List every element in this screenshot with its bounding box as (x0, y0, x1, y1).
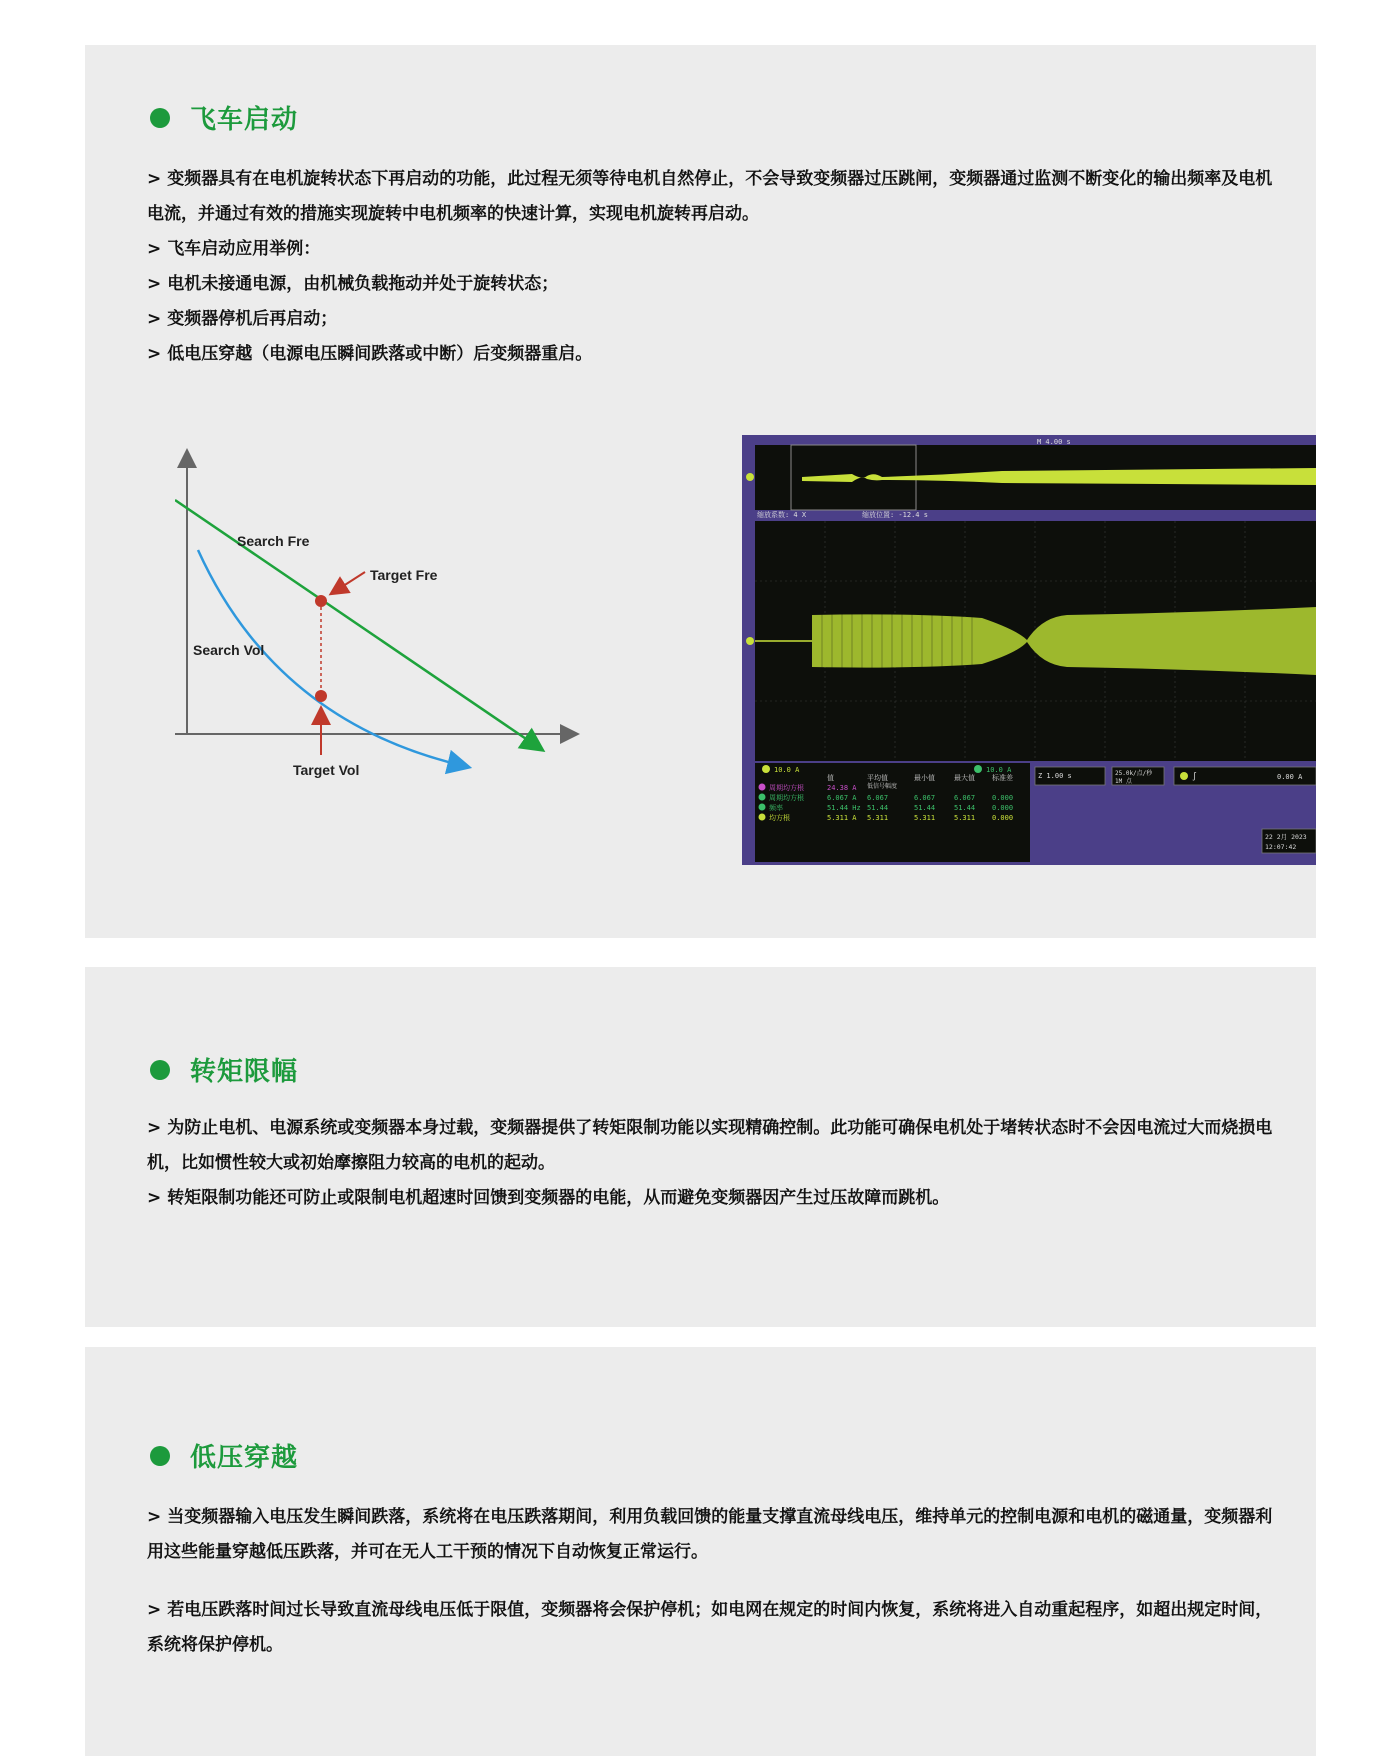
heading-text: 转矩限幅 (190, 1057, 299, 1087)
flying-start-diagram (175, 440, 655, 860)
svg-text:频率: 频率 (769, 804, 783, 812)
paragraph (147, 162, 1277, 232)
chevron-icon: > (147, 344, 162, 364)
svg-text:均方根: 均方根 (769, 814, 790, 822)
current-waveform (812, 607, 1316, 675)
chevron-icon: > (147, 1118, 162, 1138)
search-fre-label: Search Fre (237, 533, 310, 549)
zoom-position-label: 缩放位置: -12.4 s (862, 511, 928, 519)
section-torque-limit (85, 967, 1316, 1327)
paragraph (147, 337, 1277, 372)
trigger-level: 0.00 A (1277, 773, 1303, 781)
section-body (147, 162, 1277, 372)
paragraph-text: 电机未接通电源，由机械负载拖动并处于旋转状态； (167, 274, 559, 294)
timebase-value: Z 1.00 s (1038, 772, 1072, 780)
svg-text:51.44: 51.44 (867, 804, 889, 812)
target-vol-label: Target Vol (293, 762, 360, 778)
meas-header-sub: 低信号幅度 (867, 783, 898, 790)
chevron-icon: > (147, 309, 162, 329)
paragraph-text: 若电压跌落时间过长导致直流母线电压低于限值，变频器将会保护停机；如电网在规定的时间内恢复，系统将进入自动重起程序，如超出规定时间，系统将保护停机。 (147, 1600, 1273, 1655)
paragraph (147, 1181, 1277, 1216)
paragraph (147, 267, 1277, 302)
section-low-voltage-ride-through (85, 1347, 1316, 1756)
svg-text:0.000: 0.000 (992, 814, 1014, 822)
bullet-dot-icon (150, 108, 170, 128)
meas-header: 最小值 (914, 774, 935, 782)
meas-header: 平均值 (867, 774, 888, 782)
svg-text:6.067: 6.067 (914, 794, 936, 802)
svg-text:6.067: 6.067 (867, 794, 889, 802)
heading-text: 低压穿越 (190, 1443, 299, 1473)
paragraph (147, 302, 1277, 337)
svg-text:6.067: 6.067 (954, 794, 976, 802)
measurement-panel (755, 763, 1030, 862)
section-body (147, 1500, 1277, 1663)
svg-text:24.38 A: 24.38 A (827, 784, 857, 792)
meas-header: 值 (827, 774, 834, 782)
meas-header: 最大值 (954, 774, 975, 782)
ch1-marker-icon (746, 473, 754, 481)
section-heading (150, 1051, 298, 1088)
paragraph-text: 变频器具有在电机旋转状态下再启动的功能，此过程无须等待电机自然停止，不会导致变频器过压跳闸，变频器通过监测不断变化的输出频率及电机电流，并通过有效的措施实现旋转中电机频率的快速计算，实现电机旋转再启动。 (147, 169, 1273, 224)
ch4-scale: 10.0 A (986, 766, 1012, 774)
chevron-icon: > (147, 274, 162, 294)
sample-rate: 25.0k/点/秒 (1115, 770, 1153, 777)
svg-text:51.44 Hz: 51.44 Hz (827, 804, 861, 812)
paragraph-text: 飞车启动应用举例： (167, 239, 321, 259)
frequency-line (175, 500, 535, 745)
svg-text:5.311: 5.311 (954, 814, 976, 822)
svg-text:0.000: 0.000 (992, 794, 1014, 802)
timebase-top: M 4.00 s (1037, 438, 1071, 446)
scope-time: 12:07:42 (1265, 843, 1297, 851)
ch1-marker-icon (746, 637, 754, 645)
chevron-icon: > (147, 169, 162, 189)
scope-date: 22 2月 2023 (1265, 833, 1307, 841)
svg-text:51.44: 51.44 (914, 804, 936, 812)
section-body (147, 1111, 1277, 1216)
svg-text:6.067 A: 6.067 A (827, 794, 857, 802)
paragraph (147, 1111, 1277, 1181)
chevron-icon: > (147, 1600, 162, 1620)
zoom-factor-label: 缩放系数: 4 X (757, 511, 807, 519)
paragraph-text: 转矩限制功能还可防止或限制电机超速时回馈到变频器的电能，从而避免变频器因产生过压故障而跳机。 (167, 1188, 950, 1208)
paragraph (147, 232, 1277, 267)
target-fre-marker (315, 595, 327, 607)
search-vol-label: Search Vol (193, 642, 265, 658)
svg-text:5.311 A: 5.311 A (827, 814, 857, 822)
paragraph-text: 为防止电机、电源系统或变频器本身过载，变频器提供了转矩限制功能以实现精确控制。此功能可确保电机处于堵转状态时不会因电流过大而烧损电机，比如惯性较大或初始摩擦阻力较高的电机的起动。 (147, 1118, 1273, 1173)
paragraph-text: 变频器停机后再启动； (167, 309, 338, 329)
svg-text:51.44: 51.44 (954, 804, 976, 812)
measurement-row (759, 793, 1014, 802)
target-fre-arrow (337, 572, 365, 590)
ch1-scale: 10.0 A (774, 766, 800, 774)
bullet-dot-icon (150, 1446, 170, 1466)
oscilloscope-screenshot (742, 435, 1316, 865)
paragraph-text: 当变频器输入电压发生瞬间跌落，系统将在电压跌落期间，利用负载回馈的能量支撑直流母线电压，维持单元的控制电源和电机的磁通量，变频器利用这些能量穿越低压跌落，并可在无人工干预的情况下自动恢复正常运行。 (147, 1507, 1273, 1562)
record-length: 1M 点 (1115, 778, 1132, 785)
svg-text:周期均方根: 周期均方根 (769, 794, 804, 802)
section-flying-start (85, 45, 1316, 938)
svg-text:5.311: 5.311 (867, 814, 889, 822)
paragraph-text: 低电压穿越（电源电压瞬间跌落或中断）后变频器重启。 (167, 344, 593, 364)
paragraph (147, 1593, 1277, 1663)
bullet-dot-icon (150, 1060, 170, 1080)
target-vol-marker (315, 690, 327, 702)
section-heading (150, 99, 298, 136)
chevron-icon: > (147, 239, 162, 259)
meas-header: 标准差 (992, 774, 1013, 782)
chevron-icon: > (147, 1188, 162, 1208)
trigger-slope-icon: ∫ (1192, 772, 1197, 781)
heading-text: 飞车启动 (190, 105, 299, 135)
svg-text:0.000: 0.000 (992, 804, 1014, 812)
section-heading (150, 1437, 298, 1474)
chevron-icon: > (147, 1507, 162, 1527)
paragraph (147, 1500, 1277, 1570)
svg-text:5.311: 5.311 (914, 814, 936, 822)
svg-text:周期均方根: 周期均方根 (769, 784, 804, 792)
trigger-channel-icon (1180, 772, 1188, 780)
target-fre-label: Target Fre (370, 567, 438, 583)
